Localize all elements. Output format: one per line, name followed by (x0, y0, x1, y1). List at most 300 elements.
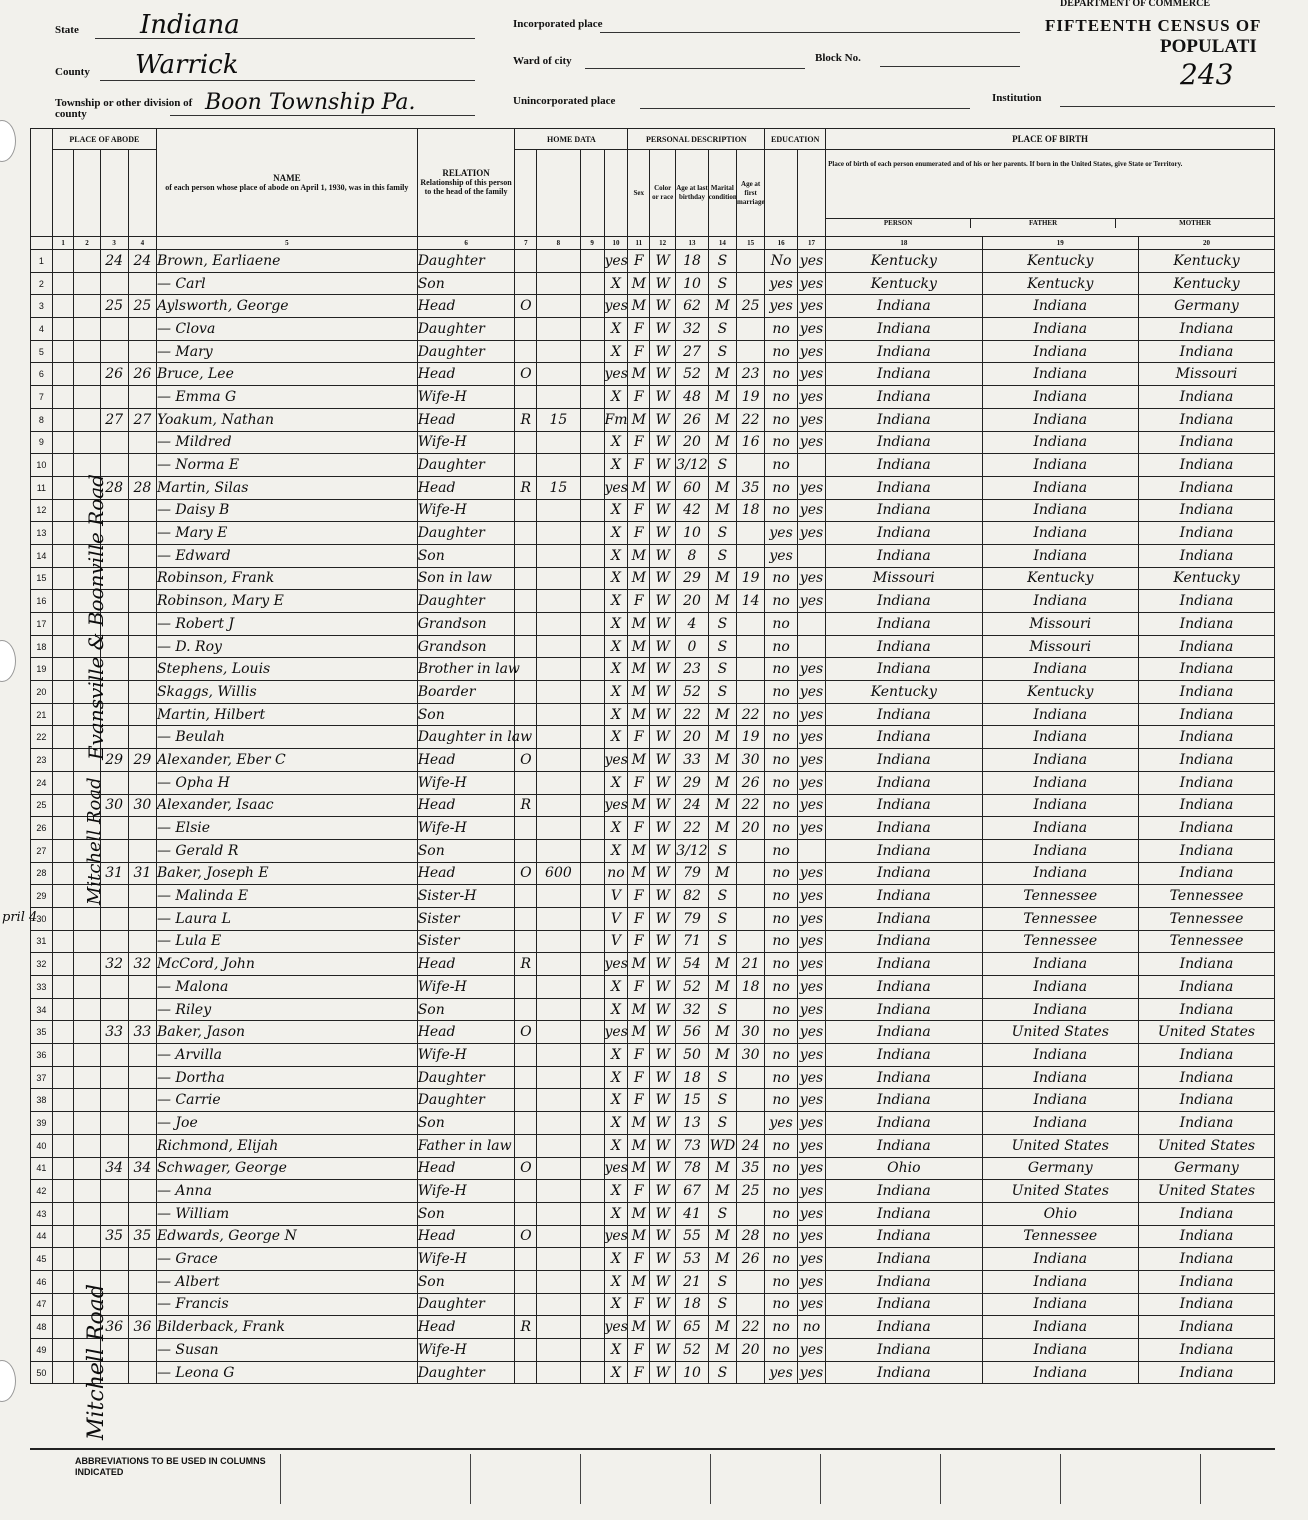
sex: M (628, 476, 650, 499)
relationship: Wife-H (417, 817, 515, 840)
marital-condition: M (708, 295, 736, 318)
birthplace-person: Indiana (826, 1066, 982, 1089)
column-number: 10 (604, 237, 628, 250)
home-value (537, 726, 580, 749)
line-number: 10 (31, 454, 53, 477)
person-name: — Emma G (156, 386, 417, 409)
family-number (128, 454, 156, 477)
birthplace-mother: Indiana (1138, 953, 1274, 976)
radio-cell (580, 408, 604, 431)
birthplace-father: Indiana (982, 658, 1138, 681)
line-number: 44 (31, 1225, 53, 1248)
home-value (537, 817, 580, 840)
relationship: Son (417, 1112, 515, 1135)
sex: F (628, 1293, 650, 1316)
radio-cell (580, 386, 604, 409)
dwelling-col-header (100, 150, 128, 237)
age-first-marriage: 22 (737, 703, 765, 726)
relationship: Sister (417, 907, 515, 930)
table-row (31, 907, 1275, 930)
read-write: yes (797, 386, 825, 409)
line-number: 35 (31, 1021, 53, 1044)
age-first-marriage (737, 681, 765, 704)
line-number: 18 (31, 635, 53, 658)
column-number: 18 (826, 237, 982, 250)
table-row (31, 658, 1275, 681)
birthplace-person: Indiana (826, 1202, 982, 1225)
sex-col-header: Sex (628, 150, 650, 237)
column-numbers-row (31, 237, 1275, 250)
relationship: Daughter (417, 318, 515, 341)
family-number (128, 386, 156, 409)
home-tenure (515, 885, 537, 908)
farm-residence: X (604, 839, 628, 862)
birthplace-person: Indiana (826, 1134, 982, 1157)
attended-school: no (765, 408, 798, 431)
farm-residence: X (604, 454, 628, 477)
table-row (31, 1339, 1275, 1362)
family-number: 27 (128, 408, 156, 431)
dwelling-number (100, 272, 128, 295)
read-write: yes (797, 1180, 825, 1203)
color-race: W (650, 272, 676, 295)
age-first-marriage: 14 (737, 590, 765, 613)
birthplace-mother: Indiana (1138, 1248, 1274, 1271)
home-value (537, 749, 580, 772)
birthplace-father: Indiana (982, 749, 1138, 772)
family-number (128, 1361, 156, 1384)
farm-residence: X (604, 681, 628, 704)
home-tenure (515, 1270, 537, 1293)
dwelling-number: 28 (100, 476, 128, 499)
marital-condition: M (708, 771, 736, 794)
line-number-header (31, 129, 53, 237)
home-tenure (515, 771, 537, 794)
person-name: — Elsie (156, 817, 417, 840)
line-number: 33 (31, 976, 53, 999)
attended-school: no (765, 1044, 798, 1067)
color-race: W (650, 1066, 676, 1089)
relationship: Head (417, 749, 515, 772)
ward-line (585, 68, 805, 69)
line-number: 48 (31, 1316, 53, 1339)
sex: F (628, 817, 650, 840)
radio-cell (580, 476, 604, 499)
read-write: yes (797, 522, 825, 545)
line-number: 19 (31, 658, 53, 681)
read-write: yes (797, 499, 825, 522)
table-row (31, 839, 1275, 862)
radio-cell (580, 1066, 604, 1089)
radio-cell (580, 862, 604, 885)
home-tenure (515, 1202, 537, 1225)
birthplace-father: Kentucky (982, 567, 1138, 590)
relationship: Daughter (417, 590, 515, 613)
relationship: Son (417, 998, 515, 1021)
dwelling-number: 27 (100, 408, 128, 431)
radio-cell (580, 703, 604, 726)
home-value (537, 1361, 580, 1384)
marital-condition: S (708, 1202, 736, 1225)
relationship: Daughter (417, 250, 515, 273)
home-tenure (515, 839, 537, 862)
read-write: yes (797, 681, 825, 704)
color-race: W (650, 590, 676, 613)
home-tenure: R (515, 476, 537, 499)
birthplace-father: Indiana (982, 386, 1138, 409)
attended-school: no (765, 476, 798, 499)
street-cell (52, 1316, 74, 1339)
sex: M (628, 1316, 650, 1339)
street-note-2: Mitchell Road (84, 777, 105, 905)
sex: M (628, 794, 650, 817)
attended-school: yes (765, 272, 798, 295)
dwelling-number: 35 (100, 1225, 128, 1248)
home-value (537, 295, 580, 318)
dwelling-number: 33 (100, 1021, 128, 1044)
relationship: Head (417, 295, 515, 318)
table-row (31, 749, 1275, 772)
radio-cell (580, 363, 604, 386)
read-write: yes (797, 272, 825, 295)
dwelling-number (100, 1248, 128, 1271)
age-first-marriage: 19 (737, 726, 765, 749)
marital-condition: S (708, 1112, 736, 1135)
birthplace-father: Indiana (982, 363, 1138, 386)
marital-condition: S (708, 681, 736, 704)
person-name: — Mary E (156, 522, 417, 545)
street-cell (52, 250, 74, 273)
relationship: Grandson (417, 635, 515, 658)
color-race: W (650, 1157, 676, 1180)
line-number: 14 (31, 544, 53, 567)
farm-residence: X (604, 431, 628, 454)
marital-condition: M (708, 794, 736, 817)
read-write (797, 839, 825, 862)
house-number-cell (74, 1066, 100, 1089)
person-name: — Albert (156, 1270, 417, 1293)
birthplace-father: Indiana (982, 817, 1138, 840)
table-row (31, 499, 1275, 522)
line-number: 23 (31, 749, 53, 772)
read-write: yes (797, 1044, 825, 1067)
radio-cell (580, 295, 604, 318)
read-write: yes (797, 862, 825, 885)
table-row (31, 454, 1275, 477)
read-write (797, 635, 825, 658)
table-row (31, 1157, 1275, 1180)
home-value: 15 (537, 408, 580, 431)
home-value (537, 1316, 580, 1339)
person-name: — Laura L (156, 907, 417, 930)
age: 52 (676, 363, 709, 386)
radio-cell (580, 771, 604, 794)
sex: M (628, 363, 650, 386)
dwelling-number (100, 1089, 128, 1112)
age-first-marriage (737, 1202, 765, 1225)
dwelling-number (100, 1180, 128, 1203)
color-race: W (650, 1361, 676, 1384)
table-row (31, 476, 1275, 499)
color-race: W (650, 976, 676, 999)
street-cell (52, 817, 74, 840)
age: 29 (676, 771, 709, 794)
attended-school: yes (765, 1112, 798, 1135)
column-number: 17 (797, 237, 825, 250)
footer-box (1200, 1454, 1271, 1504)
street-cell (52, 1339, 74, 1362)
color-race: W (650, 1316, 676, 1339)
sex: F (628, 590, 650, 613)
birthplace-father: Indiana (982, 340, 1138, 363)
table-row (31, 1248, 1275, 1271)
person-name: — D. Roy (156, 635, 417, 658)
read-write: yes (797, 431, 825, 454)
attended-school: no (765, 703, 798, 726)
sex: M (628, 272, 650, 295)
birthplace-father: Indiana (982, 1361, 1138, 1384)
street-cell (52, 454, 74, 477)
family-number: 33 (128, 1021, 156, 1044)
column-number (31, 237, 53, 250)
birthplace-father: Indiana (982, 1066, 1138, 1089)
read-write: yes (797, 1339, 825, 1362)
birthplace-person: Indiana (826, 794, 982, 817)
color-race: W (650, 930, 676, 953)
read-write: yes (797, 1112, 825, 1135)
read-write: yes (797, 771, 825, 794)
column-number: 9 (580, 237, 604, 250)
farm-residence: X (604, 635, 628, 658)
table-row (31, 522, 1275, 545)
relationship: Head (417, 862, 515, 885)
dwelling-number: 32 (100, 953, 128, 976)
street-cell (52, 386, 74, 409)
street-cell (52, 567, 74, 590)
home-value (537, 318, 580, 341)
age-first-marriage (737, 454, 765, 477)
person-name: — Daisy B (156, 499, 417, 522)
attended-school: no (765, 1134, 798, 1157)
relationship: Father in law (417, 1134, 515, 1157)
birthplace-father: United States (982, 1180, 1138, 1203)
table-row (31, 771, 1275, 794)
age-first-marriage: 22 (737, 408, 765, 431)
family-number (128, 1089, 156, 1112)
color-race: W (650, 567, 676, 590)
house-number-cell (74, 1225, 100, 1248)
home-tenure (515, 976, 537, 999)
attended-school: no (765, 885, 798, 908)
birthplace-person: Indiana (826, 340, 982, 363)
dwelling-number: 25 (100, 295, 128, 318)
farm-residence: X (604, 567, 628, 590)
person-name: — Anna (156, 1180, 417, 1203)
radio-cell (580, 1157, 604, 1180)
home-value (537, 1044, 580, 1067)
radio-cell (580, 318, 604, 341)
house-number-cell (74, 340, 100, 363)
birth-title: PLACE OF BIRTH (1012, 133, 1088, 144)
family-number (128, 1339, 156, 1362)
birthplace-person: Kentucky (826, 681, 982, 704)
age: 62 (676, 295, 709, 318)
line-number: 12 (31, 499, 53, 522)
birthplace-mother: United States (1138, 1134, 1274, 1157)
table-row (31, 318, 1275, 341)
color-race: W (650, 885, 676, 908)
person-name: — Carrie (156, 1089, 417, 1112)
street-cell (52, 907, 74, 930)
street-cell (52, 1021, 74, 1044)
relationship: Daughter in law (417, 726, 515, 749)
color-race: W (650, 862, 676, 885)
person-name: — Carl (156, 272, 417, 295)
line-number: 50 (31, 1361, 53, 1384)
birthplace-mother: Indiana (1138, 1361, 1274, 1384)
relationship: Son (417, 703, 515, 726)
table-row (31, 703, 1275, 726)
age: 52 (676, 681, 709, 704)
color-race: W (650, 1202, 676, 1225)
house-col-header (74, 150, 100, 237)
age-first-marriage (737, 318, 765, 341)
farm-residence: X (604, 272, 628, 295)
marital-condition: S (708, 907, 736, 930)
column-number: 15 (737, 237, 765, 250)
read-write: yes (797, 408, 825, 431)
street-note-3: Mitchell Road (84, 1284, 109, 1440)
relationship: Son (417, 1270, 515, 1293)
line-number: 25 (31, 794, 53, 817)
sex: M (628, 658, 650, 681)
township-value: Boon Township Pa. (205, 90, 416, 115)
family-number (128, 930, 156, 953)
street-cell (52, 703, 74, 726)
birthplace-mother: Indiana (1138, 408, 1274, 431)
marital-condition: S (708, 250, 736, 273)
marital-condition: M (708, 817, 736, 840)
attended-school: no (765, 794, 798, 817)
farm-residence: X (604, 1134, 628, 1157)
birthplace-person: Indiana (826, 454, 982, 477)
sex: M (628, 567, 650, 590)
person-name: — Dortha (156, 1066, 417, 1089)
birthplace-father: Indiana (982, 499, 1138, 522)
street-cell (52, 658, 74, 681)
column-number: 12 (650, 237, 676, 250)
relationship: Wife-H (417, 1339, 515, 1362)
person-name: — Norma E (156, 454, 417, 477)
family-number (128, 544, 156, 567)
ward-label: Ward of city (513, 55, 572, 67)
relationship: Son (417, 1202, 515, 1225)
street-cell (52, 1180, 74, 1203)
person-name: — Malinda E (156, 885, 417, 908)
color-race: W (650, 476, 676, 499)
marital-condition: S (708, 839, 736, 862)
birthplace-person: Indiana (826, 907, 982, 930)
sex: M (628, 1202, 650, 1225)
marital-condition: M (708, 703, 736, 726)
house-number-cell (74, 363, 100, 386)
family-number: 24 (128, 250, 156, 273)
home-value (537, 885, 580, 908)
line-number: 20 (31, 681, 53, 704)
birthplace-person: Indiana (826, 522, 982, 545)
dwelling-number (100, 386, 128, 409)
radio-cell (580, 272, 604, 295)
birthplace-mother: United States (1138, 1021, 1274, 1044)
marital-condition: S (708, 998, 736, 1021)
relationship: Head (417, 1021, 515, 1044)
birthplace-person: Kentucky (826, 272, 982, 295)
age-first-marriage (737, 340, 765, 363)
family-number (128, 839, 156, 862)
age: 82 (676, 885, 709, 908)
person-name: — Beulah (156, 726, 417, 749)
line-number: 22 (31, 726, 53, 749)
table-row (31, 1021, 1275, 1044)
street-cell (52, 635, 74, 658)
table-row (31, 250, 1275, 273)
birthplace-mother: Indiana (1138, 1202, 1274, 1225)
column-number: 20 (1138, 237, 1274, 250)
birthplace-mother: Tennessee (1138, 930, 1274, 953)
street-cell (52, 590, 74, 613)
farm-residence: X (604, 544, 628, 567)
line-number: 46 (31, 1270, 53, 1293)
marital-condition: S (708, 1089, 736, 1112)
line-number: 29 (31, 885, 53, 908)
person-name: — Edward (156, 544, 417, 567)
table-row (31, 431, 1275, 454)
margin-note: pril 4 (2, 910, 38, 925)
birthplace-person: Indiana (826, 862, 982, 885)
attended-school: no (765, 635, 798, 658)
person-name: — Arvilla (156, 1044, 417, 1067)
binder-hole (0, 1360, 16, 1402)
home-tenure (515, 907, 537, 930)
home-value (537, 613, 580, 636)
home-tenure: O (515, 1157, 537, 1180)
county-label: County (55, 66, 90, 78)
name-header (156, 129, 417, 237)
home-tenure (515, 318, 537, 341)
birthplace-father: United States (982, 1134, 1138, 1157)
birthplace-father: Indiana (982, 794, 1138, 817)
street-cell (52, 976, 74, 999)
birthplace-father: Indiana (982, 454, 1138, 477)
home-tenure (515, 1180, 537, 1203)
read-write: yes (797, 1157, 825, 1180)
read-write: yes (797, 749, 825, 772)
street-cell (52, 726, 74, 749)
birthplace-person: Missouri (826, 567, 982, 590)
birthplace-person: Indiana (826, 749, 982, 772)
house-number-cell (74, 250, 100, 273)
farm-residence: yes (604, 363, 628, 386)
person-name: — Grace (156, 1248, 417, 1271)
read-write: yes (797, 340, 825, 363)
birthplace-mother: Indiana (1138, 681, 1274, 704)
radio-cell (580, 1339, 604, 1362)
relationship: Wife-H (417, 976, 515, 999)
attended-school: no (765, 1270, 798, 1293)
birthplace-father: Indiana (982, 1112, 1138, 1135)
table-row (31, 1112, 1275, 1135)
relation-title: RELATION (442, 168, 490, 178)
